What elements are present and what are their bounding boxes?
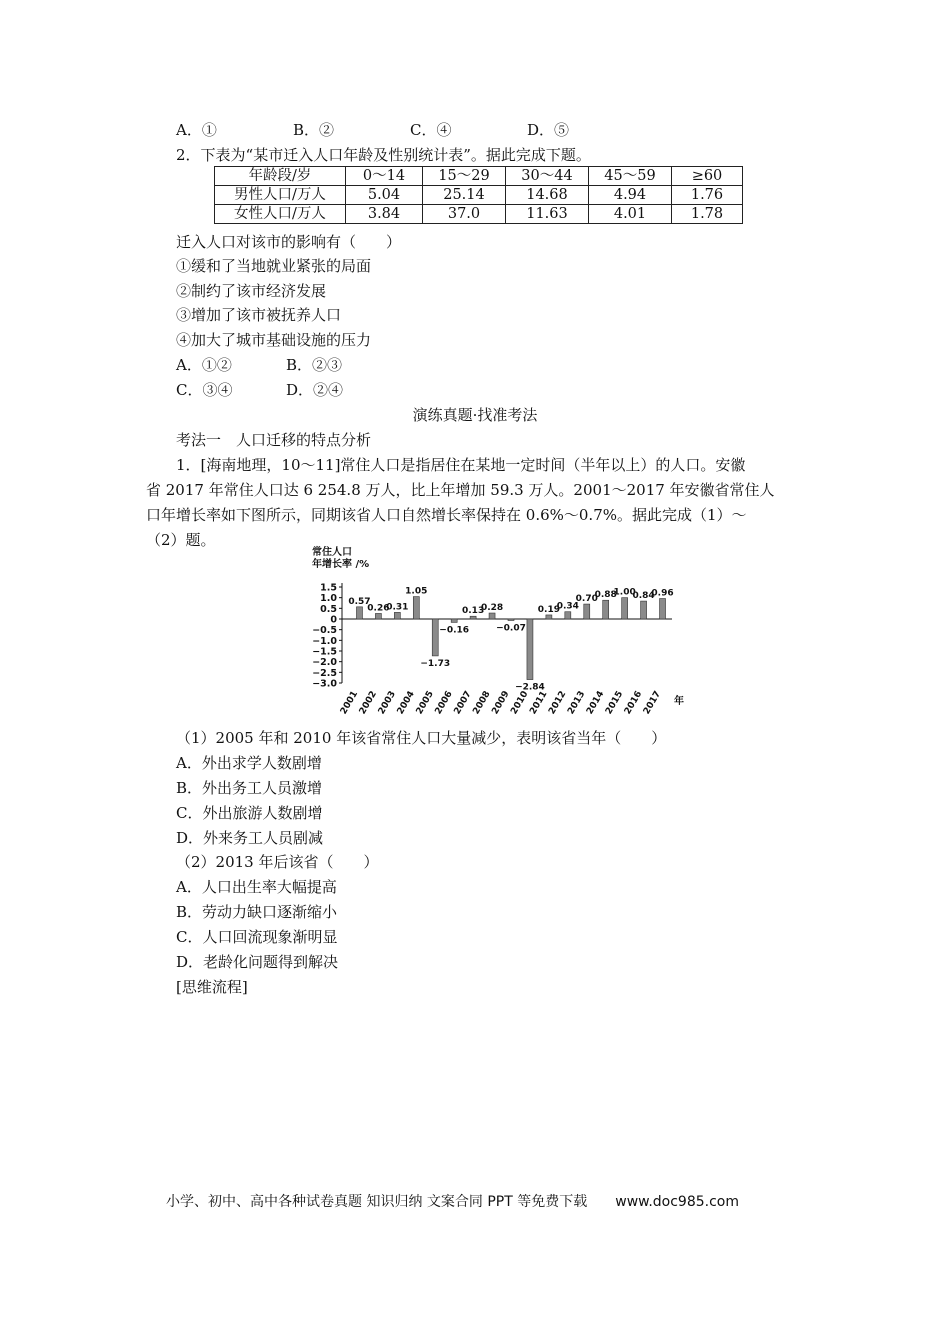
bar	[660, 599, 666, 619]
y-tick-label: −2.5	[312, 667, 337, 679]
table-cell: 11.63	[506, 205, 589, 224]
q2-item-1: ①缓和了当地就业紧张的局面	[176, 257, 372, 275]
table-cell: 45～59	[589, 167, 672, 186]
bar	[565, 612, 571, 619]
passage-line-3: 口年增长率如下图所示，同期该省人口自然增长率保持在 0.6%～0.7%。据此完成（1）～	[146, 506, 747, 524]
page-footer	[166, 1191, 739, 1211]
q2-choice-c: C．③④	[176, 381, 233, 399]
x-tick-label: 2007	[452, 689, 474, 717]
bar	[527, 619, 533, 680]
data-label: 0.26	[367, 603, 390, 614]
q2-question: 迁入人口对该市的影响有（ ）	[176, 233, 402, 251]
data-label: −1.73	[420, 658, 451, 669]
sub2-option-b: B．劳动力缺口逐渐缩小	[176, 903, 338, 921]
passage-line-4: （2）题。	[146, 531, 216, 549]
x-tick-label: 2002	[357, 689, 380, 717]
bar	[622, 598, 628, 619]
y-tick-label: −3.0	[312, 678, 337, 690]
data-label: 0.34	[556, 601, 579, 612]
data-label: 0.88	[594, 590, 617, 601]
q2-choice-b: B．②③	[286, 356, 343, 374]
x-tick-label: 2008	[471, 689, 493, 717]
table-cell: 5.04	[346, 186, 423, 205]
bar	[508, 619, 514, 620]
sub1-option-b: B．外出务工人员激增	[176, 779, 323, 797]
table-cell: 30～44	[506, 167, 589, 186]
q1-option-b: B．②	[293, 121, 335, 139]
data-label: 0.13	[462, 606, 485, 617]
sub1-question: （1）2005 年和 2010 年该省常住人口大量减少，表明该省当年（ ）	[176, 729, 667, 747]
x-tick-label: 2017	[641, 689, 664, 717]
data-label: 1.00	[613, 587, 636, 598]
x-tick-label: 2016	[622, 689, 645, 717]
x-tick-label: 2012	[547, 689, 569, 717]
y-tick-label: −0.5	[312, 625, 337, 637]
data-label: 1.05	[405, 586, 428, 597]
table-cell: ≥60	[672, 167, 743, 186]
table-cell: 25.14	[423, 186, 506, 205]
table-cell: 0～14	[346, 167, 423, 186]
data-label: 0.57	[348, 596, 371, 607]
passage-line-2: 省 2017 年常住人口达 6 254.8 万人，比上年增加 59.3 万人。2001～2017 年安徽省常住人	[146, 481, 775, 499]
table-cell: 年龄段/岁	[215, 167, 346, 186]
table-cell: 男性人口/万人	[215, 186, 346, 205]
footer-text: 小学、初中、高中各种试卷真题 知识归纳 文案合同 PPT 等免费下载	[166, 1194, 588, 1210]
x-tick-label: 2009	[490, 689, 512, 717]
x-tick-label: 2003	[376, 689, 398, 717]
x-tick-label: 2010	[509, 689, 531, 717]
sub2-option-d: D．老龄化问题得到解决	[176, 953, 339, 971]
data-label: 0.70	[575, 594, 598, 605]
bar	[356, 607, 362, 619]
q2-item-2: ②制约了该市经济发展	[176, 282, 327, 300]
q1-option-d: D．⑤	[527, 121, 570, 139]
y-axis-label: 年增长率 /%	[312, 559, 370, 570]
bar	[375, 613, 381, 619]
bar	[451, 619, 457, 622]
q2-item-3: ③增加了该市被抚养人口	[176, 306, 342, 324]
bar	[489, 613, 495, 619]
method-title: 考法一 人口迁移的特点分析	[176, 431, 372, 449]
x-axis-unit: 年	[674, 696, 684, 707]
table-cell: 女性人口/万人	[215, 205, 346, 224]
x-tick-label: 2013	[566, 689, 588, 717]
table-cell: 4.94	[589, 186, 672, 205]
y-tick-label: 1.5	[320, 582, 337, 594]
x-tick-label: 2014	[585, 689, 607, 717]
x-tick-label: 2006	[433, 689, 455, 717]
bar	[470, 616, 476, 619]
sub2-option-a: A．人口出生率大幅提高	[176, 878, 337, 896]
y-tick-label: 0.5	[320, 603, 337, 615]
data-label: 0.28	[480, 603, 504, 614]
q2-choice-a: A．①②	[176, 356, 232, 374]
data-label: −0.16	[439, 625, 470, 636]
table-cell: 3.84	[346, 205, 423, 224]
y-axis-label: 常住人口	[312, 547, 352, 558]
passage-line-1: 1．[海南地理，10～11]常住人口是指居住在某地一定时间（半年以上）的人口。安徽	[176, 456, 746, 474]
table-cell: 1.76	[672, 186, 743, 205]
y-tick-label: 0	[330, 614, 337, 626]
table-row	[215, 205, 743, 224]
y-tick-label: −1.5	[312, 646, 337, 658]
x-tick-label: 2004	[395, 689, 417, 717]
bar	[432, 619, 438, 656]
data-label: 0.31	[386, 602, 409, 613]
bar	[641, 601, 647, 619]
q2-stem: 2．下表为“某市迁入人口年龄及性别统计表”。据此完成下题。	[176, 146, 591, 164]
footer-url[interactable]: www.doc985.com	[615, 1194, 739, 1210]
x-tick-label: 2001	[338, 689, 361, 717]
q1-option-a: A．①	[176, 121, 217, 139]
data-label: −2.84	[515, 682, 545, 693]
migration-table	[214, 166, 743, 224]
table-cell: 4.01	[589, 205, 672, 224]
data-label: −0.07	[496, 623, 526, 634]
data-label: 0.19	[537, 604, 560, 615]
population-growth-chart	[302, 545, 702, 717]
data-label: 0.84	[632, 591, 655, 602]
table-cell: 37.0	[423, 205, 506, 224]
sub1-option-d: D．外来务工人员剧减	[176, 829, 324, 847]
bar	[413, 597, 419, 619]
table-row	[215, 186, 743, 205]
section-title: 演练真题·找准考法	[412, 406, 538, 424]
sub2-option-c: C．人口回流现象渐明显	[176, 928, 338, 946]
bar	[584, 604, 590, 619]
table-cell: 14.68	[506, 186, 589, 205]
q2-choice-d: D．②④	[286, 381, 344, 399]
sub1-option-c: C．外出旅游人数剧增	[176, 804, 323, 822]
sub2-question: （2）2013 年后该省（ ）	[176, 853, 379, 871]
data-label: 0.96	[651, 588, 674, 599]
x-tick-label: 2015	[604, 689, 626, 717]
bar	[546, 615, 552, 619]
table-cell: 1.78	[672, 205, 743, 224]
y-tick-label: 1.0	[320, 593, 337, 605]
y-tick-label: −2.0	[312, 657, 337, 669]
thinking-process: [思维流程]	[176, 978, 248, 996]
q1-option-c: C．④	[410, 121, 452, 139]
bar	[603, 600, 609, 619]
x-tick-label: 2005	[414, 689, 436, 717]
y-tick-label: −1.0	[312, 635, 337, 647]
bar	[394, 612, 400, 619]
x-tick-label: 2011	[528, 689, 550, 717]
q2-item-4: ④加大了城市基础设施的压力	[176, 331, 372, 349]
table-header-row	[215, 167, 743, 186]
table-cell: 15～29	[423, 167, 506, 186]
sub1-option-a: A．外出求学人数剧增	[176, 754, 322, 772]
